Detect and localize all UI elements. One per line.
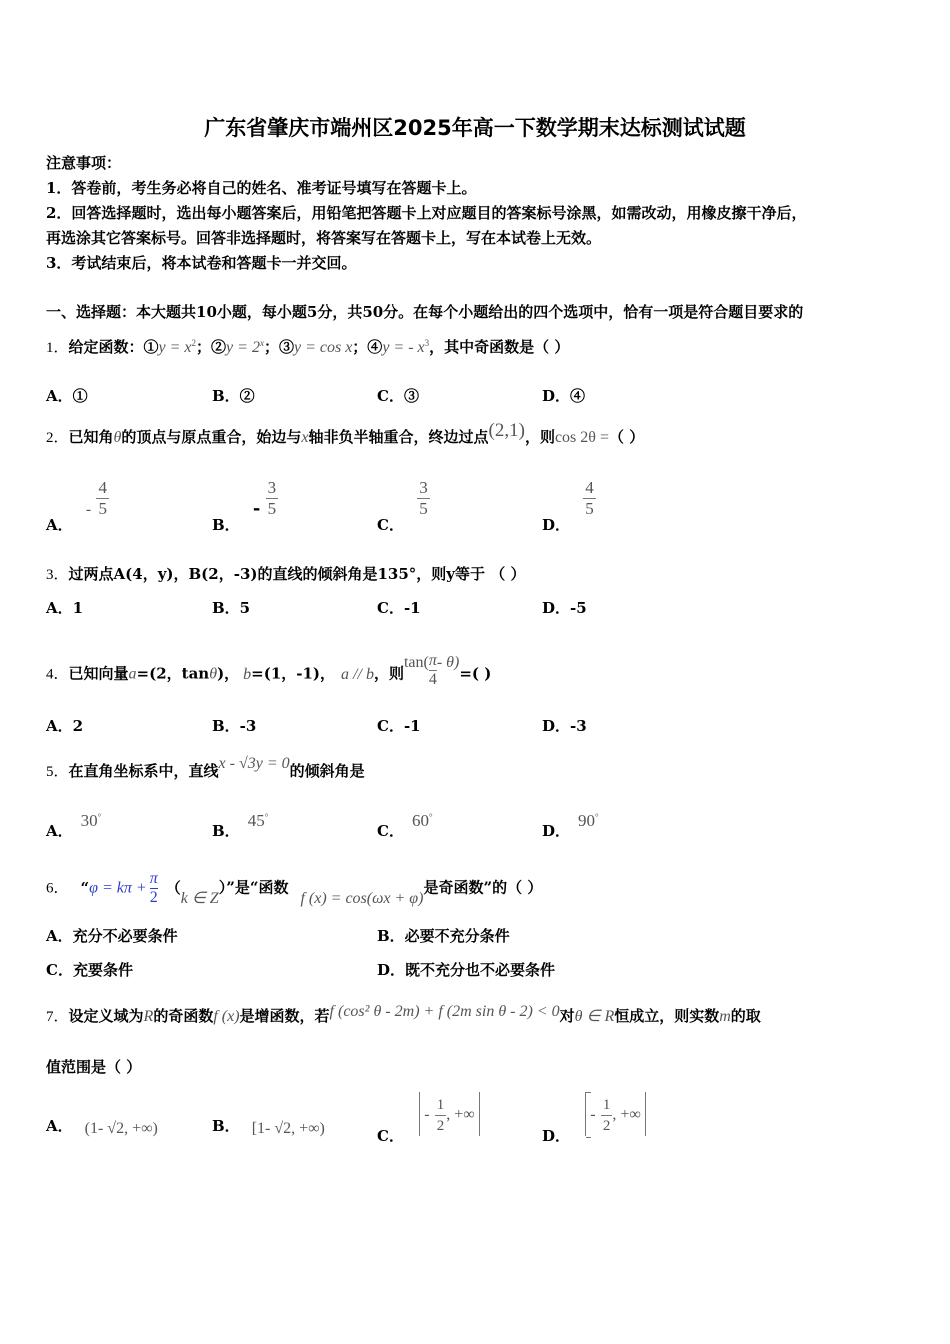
exam-title: 广东省肇庆市端州区2025年高一下数学期末达标测试试题 bbox=[204, 116, 746, 140]
question-7 bbox=[46, 1005, 761, 1026]
q3-text: 过两点A(4，y)，B(2，-3)的直线的倾斜角是135°，则y等于 （ ） bbox=[68, 565, 526, 583]
q1-sep4: ；④ bbox=[352, 338, 383, 356]
q5-c-deg: ° bbox=[428, 812, 433, 822]
q7-text-1: 设定义域为 bbox=[68, 1007, 144, 1025]
q1-option-c[interactable]: C．③ bbox=[377, 387, 419, 405]
notice-item-1: 1．答卷前，考生务必将自己的姓名、准考证号填写在答题卡上。 bbox=[46, 179, 477, 197]
question-2 bbox=[46, 420, 645, 448]
q6-kz: k ∈ Z bbox=[180, 889, 219, 907]
q7-d-minus: - bbox=[590, 1106, 596, 1123]
q4-option-b[interactable]: B．-3 bbox=[212, 717, 257, 735]
q7-d-den: 2 bbox=[602, 1117, 611, 1134]
q7-d-label: D． bbox=[542, 1127, 571, 1145]
q7-text-2: 的奇函数 bbox=[153, 1007, 214, 1025]
q2-a-num: 4 bbox=[98, 478, 107, 497]
q6-option-d[interactable]: D．既不充分也不必要条件 bbox=[377, 961, 556, 979]
q4-text-4: =(1，-1)， bbox=[251, 664, 336, 683]
q2-option-c-frac bbox=[417, 478, 430, 519]
notice-heading: 注意事项： bbox=[46, 154, 122, 172]
q7-text-5: 恒成立，则实数 bbox=[614, 1007, 720, 1025]
q7-option-a[interactable] bbox=[46, 1115, 158, 1136]
q6-pi-over-2 bbox=[150, 870, 158, 907]
q7-text-4: 对 bbox=[559, 1007, 575, 1025]
q5-text-1: 在直角坐标系中，直线 bbox=[68, 762, 219, 780]
q2-option-b-frac bbox=[266, 478, 279, 519]
q2-text-2: 的顶点与原点重合，始边与 bbox=[121, 428, 302, 446]
q6-fx: f (x) = cos(ωx + φ) bbox=[300, 889, 424, 907]
q4-vec-a: a bbox=[128, 665, 137, 683]
q4-pi-over-4 bbox=[429, 652, 437, 689]
q4-option-c[interactable]: C．-1 bbox=[377, 717, 421, 735]
q2-d-num: 4 bbox=[585, 478, 594, 497]
q5-text-2: 的倾斜角是 bbox=[289, 762, 365, 780]
q2-expr: cos 2θ = bbox=[554, 429, 609, 446]
q6-mid: ）”是“函数 bbox=[218, 878, 289, 897]
q4-option-a[interactable]: A．2 bbox=[46, 717, 84, 735]
q7-d-post: , +∞ bbox=[612, 1106, 641, 1123]
q6-tail: 是奇函数”的（ ） bbox=[423, 878, 543, 897]
q2-b-num: 3 bbox=[267, 478, 277, 497]
q5-d-label: D． bbox=[542, 822, 571, 840]
q7-inequality: f (cos² θ - 2m) + f (2m sin θ - 2) < 0 bbox=[329, 1003, 560, 1020]
q7-c-num: 1 bbox=[435, 1095, 447, 1116]
q4-four: 4 bbox=[428, 671, 437, 688]
q1-f2: y = 2 bbox=[226, 339, 260, 356]
q1-sep2: ；② bbox=[196, 338, 227, 356]
q5-option-d[interactable] bbox=[542, 810, 599, 840]
q1-f1: y = x bbox=[158, 339, 192, 356]
q1-f3: y = cos x bbox=[293, 339, 353, 356]
q2-option-a-label: A． bbox=[46, 515, 73, 534]
q2-text-1: 已知角 bbox=[68, 428, 114, 446]
q6-number: 6． bbox=[46, 880, 69, 897]
q7-c-bracket bbox=[419, 1092, 480, 1136]
q7-fx: f (x) bbox=[213, 1008, 240, 1025]
q2-option-b-label: B． bbox=[212, 515, 240, 534]
question-6 bbox=[46, 870, 542, 907]
q2-option-a-sign: - bbox=[85, 500, 92, 518]
q4-text-3: )， bbox=[217, 664, 240, 683]
q7-option-b[interactable] bbox=[212, 1115, 325, 1136]
q4-text-1: 已知向量 bbox=[68, 664, 129, 683]
q7-d-bracket bbox=[585, 1092, 646, 1136]
q5-a-label: A． bbox=[46, 822, 73, 840]
notice-item-2: 2．回答选择题时，选出每小题答案后，用铅笔把答题卡上对应题目的答案标号涂黑，如需改动，用橡皮擦干净后， bbox=[46, 204, 807, 222]
q4-tail-expr: - θ) bbox=[436, 653, 460, 671]
q5-a-val: 30 bbox=[80, 811, 98, 830]
q2-theta: θ bbox=[113, 429, 122, 446]
q7-text-3: 是增函数，若 bbox=[239, 1007, 330, 1025]
q2-option-a-frac bbox=[96, 478, 109, 519]
q7-c-den: 2 bbox=[436, 1117, 445, 1134]
notice-item-2-cont: 再选涂其它答案标号。回答非选择题时，将答案写在答题卡上，写在本试卷上无效。 bbox=[46, 229, 602, 247]
q4-number: 4． bbox=[46, 666, 69, 683]
q5-c-val: 60 bbox=[411, 811, 429, 830]
q7-b-value: [1- √2, +∞) bbox=[251, 1120, 325, 1137]
q2-number: 2． bbox=[46, 430, 69, 446]
q2-b-den: 5 bbox=[267, 499, 277, 518]
q3-option-b[interactable]: B．5 bbox=[212, 599, 251, 617]
q2-d-den: 5 bbox=[585, 499, 594, 518]
section-heading: 一、选择题：本大题共10小题，每小题5分，共50分。在每个小题给出的四个选项中，恰有一项是符合题目要求的 bbox=[46, 303, 804, 321]
q1-number: 1． bbox=[46, 340, 69, 356]
q2-point: (2,1) bbox=[488, 420, 525, 441]
q2-option-b-sign: - bbox=[252, 497, 261, 519]
q6-phi: φ = kπ + bbox=[89, 879, 147, 897]
question-5 bbox=[46, 755, 365, 781]
q2-a-den: 5 bbox=[98, 499, 107, 518]
q6-option-a[interactable]: A．充分不必要条件 bbox=[46, 927, 178, 945]
q2-option-b[interactable] bbox=[212, 478, 278, 534]
q2-c-den: 5 bbox=[419, 499, 428, 518]
q2-x: x bbox=[301, 429, 309, 446]
q1-lead: 给定函数：① bbox=[68, 338, 159, 356]
q4-text-6: =( ) bbox=[459, 664, 492, 683]
q5-number: 5． bbox=[46, 764, 69, 780]
q7-c-label: C． bbox=[377, 1127, 404, 1145]
q5-option-a[interactable] bbox=[46, 810, 102, 840]
question-3 bbox=[46, 563, 525, 584]
q6-pi: π bbox=[149, 870, 158, 887]
q4-tan: tan( bbox=[403, 653, 429, 671]
q7-c-frac bbox=[435, 1095, 447, 1136]
q3-option-c[interactable]: C．-1 bbox=[377, 599, 421, 617]
q1-f4: y = - x bbox=[382, 339, 425, 356]
q5-b-label: B． bbox=[212, 822, 240, 840]
q5-option-b[interactable] bbox=[212, 810, 269, 840]
q7-option-d[interactable] bbox=[542, 1092, 646, 1145]
q5-d-deg: ° bbox=[595, 812, 599, 822]
q4-text-2: =(2，tan bbox=[136, 664, 210, 683]
q4-text-5: ，则 bbox=[373, 664, 404, 683]
q1-tail: ，其中奇函数是（ ） bbox=[429, 338, 570, 356]
question-4 bbox=[46, 652, 492, 693]
q2-option-d[interactable] bbox=[542, 478, 596, 534]
q2-option-a[interactable] bbox=[46, 478, 109, 534]
q6-open-quote: “ bbox=[80, 878, 90, 897]
q4-theta: θ bbox=[209, 665, 218, 683]
q2-option-d-label: D． bbox=[542, 515, 571, 534]
q7-number: 7． bbox=[46, 1009, 69, 1025]
q7-a-value: (1- √2, +∞) bbox=[84, 1120, 158, 1137]
q5-option-c[interactable] bbox=[377, 810, 433, 840]
question-1: 1．给定函数：①y = $x^2$；②y = $2^x$；③y = cos x；④y = - $x^3$，其中奇函数是（ ） bbox=[46, 338, 570, 356]
q1-option-d[interactable]: D．④ bbox=[542, 387, 586, 405]
q2-option-d-frac bbox=[583, 478, 596, 519]
q6-two: 2 bbox=[149, 889, 158, 906]
q7-m: m bbox=[719, 1008, 731, 1025]
q7-d-frac bbox=[601, 1095, 613, 1136]
q1-option-a[interactable]: A．① bbox=[46, 387, 88, 405]
q2-option-c-label: C． bbox=[377, 515, 404, 534]
q2-text-4: ，则 bbox=[524, 428, 555, 446]
q5-d-val: 90 bbox=[578, 811, 596, 830]
q7-c-minus: - bbox=[424, 1106, 430, 1123]
q6-option-c[interactable]: C．充要条件 bbox=[46, 961, 133, 979]
q7-R: R bbox=[143, 1008, 154, 1025]
q3-option-a[interactable]: A．1 bbox=[46, 599, 84, 617]
q2-text-5: （ ） bbox=[608, 428, 645, 446]
q5-b-deg: ° bbox=[264, 812, 269, 822]
q5-c-label: C． bbox=[377, 822, 404, 840]
q7-text-6: 的取 bbox=[730, 1007, 761, 1025]
q7-continuation: 值范围是（ ） bbox=[46, 1058, 142, 1076]
q2-option-c[interactable] bbox=[377, 478, 430, 534]
q7-c-post: , +∞ bbox=[446, 1106, 475, 1123]
notice-item-3: 3．考试结束后，将本试卷和答题卡一并交回。 bbox=[46, 254, 357, 272]
q7-cond: θ ∈ R bbox=[574, 1008, 615, 1025]
q7-option-c[interactable] bbox=[377, 1092, 480, 1145]
q5-a-deg: ° bbox=[97, 812, 102, 822]
q2-text-3: 轴非负半轴重合，终边过点 bbox=[308, 428, 489, 446]
q7-a-label: A． bbox=[46, 1117, 73, 1135]
q7-b-label: B． bbox=[212, 1117, 240, 1135]
q3-number: 3． bbox=[46, 567, 69, 583]
q1-sep3: ；③ bbox=[263, 338, 294, 356]
q6-paren: （ bbox=[165, 878, 181, 897]
q4-option-d[interactable]: D．-3 bbox=[542, 717, 587, 735]
q2-c-num: 3 bbox=[419, 478, 428, 497]
q1-option-b[interactable]: B．② bbox=[212, 387, 255, 405]
q6-option-b[interactable]: B．必要不充分条件 bbox=[377, 927, 510, 945]
q4-parallel: a // b bbox=[341, 665, 374, 683]
q5-b-val: 45 bbox=[247, 811, 265, 830]
q4-pi: π bbox=[428, 652, 437, 669]
q4-vec-b: b bbox=[243, 665, 252, 683]
q7-d-num: 1 bbox=[601, 1095, 613, 1116]
q5-expr: x - √3y = 0 bbox=[218, 755, 290, 772]
q3-option-d[interactable]: D．-5 bbox=[542, 599, 587, 617]
